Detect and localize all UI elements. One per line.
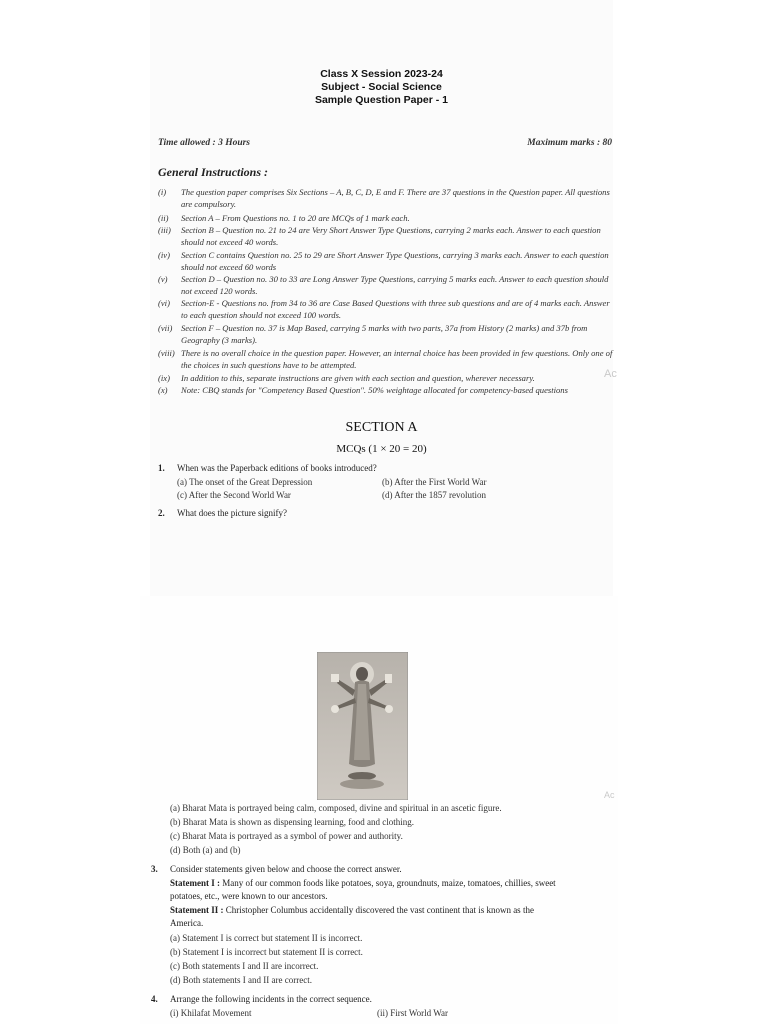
instruction-item: [158, 347, 613, 371]
instruction-number: (v): [158, 274, 168, 284]
option-a: (a) Statement I is correct but statement II is incorrect.: [170, 933, 363, 943]
instruction-text: Section F – Question no. 37 is Map Based, carrying 5 marks with two parts, 37a from History (2 marks) and 37b from Geography (3 marks).: [181, 323, 588, 345]
watermark-text: Ac: [604, 368, 617, 380]
option-c: (c) Both statements I and II are incorrect.: [170, 961, 319, 971]
option-d: (d) After the 1857 revolution: [382, 490, 486, 500]
option-a: (a) Bharat Mata is portrayed being calm, composed, divine and spiritual in an ascetic figure.: [170, 803, 502, 813]
instruction-text: The question paper comprises Six Sections – A, B, C, D, E and F. There are 37 questions in the Question paper. All questions are compulsory.: [181, 187, 610, 209]
instruction-number: (iv): [158, 250, 170, 260]
option-c: (c) After the Second World War: [177, 490, 291, 500]
option-c: (c) Bharat Mata is portrayed as a symbol of power and authority.: [170, 831, 403, 841]
watermark-text: Ac: [604, 790, 615, 800]
instruction-text: Section-E - Questions no. from 34 to 36 are Case Based Questions with three sub questions and are of 4 marks each. Answer to each question should not exceed 100 words.: [181, 298, 610, 320]
instruction-number: (i): [158, 187, 167, 197]
instruction-text: There is no overall choice in the question paper. However, an internal choice has been provided in few questions. Only one of the choices in such questions have to be attempted.: [181, 348, 613, 370]
instruction-item: [158, 224, 613, 248]
option-b: (b) After the First World War: [382, 477, 487, 487]
question-number: 3.: [151, 864, 158, 874]
statement-1-continued: potatoes, etc., were known to our ancestors.: [170, 891, 328, 901]
statement-2-label: Statement II :: [170, 905, 224, 915]
option-b: (b) Bharat Mata is shown as dispensing learning, food and clothing.: [170, 817, 414, 827]
instruction-item: [158, 372, 613, 384]
instruction-number: (iii): [158, 225, 171, 235]
maximum-marks: Maximum marks : 80: [527, 138, 612, 148]
general-instructions-title: General Instructions :: [158, 165, 269, 179]
instruction-item: [158, 249, 613, 273]
instruction-item: [158, 322, 613, 346]
option-ii: (ii) First World War: [377, 1008, 448, 1018]
option-i: (i) Khilafat Movement: [170, 1008, 252, 1018]
paper-title: Sample Question Paper - 1: [314, 94, 449, 106]
question-text: What does the picture signify?: [177, 508, 287, 518]
instruction-text: Note: CBQ stands for "Competency Based Question". 50% weightage allocated for competency-based questions: [181, 385, 568, 395]
instruction-item: [158, 297, 613, 321]
instruction-text: In addition to this, separate instructions are given with each section and question, wherever necessary.: [181, 373, 535, 383]
section-title: SECTION A: [345, 420, 418, 435]
instruction-item: [158, 186, 613, 210]
option-d: (d) Both statements I and II are correct.: [170, 975, 312, 985]
statement-1-text: Many of our common foods like potatoes, soya, groundnuts, maize, tomatoes, chillies, sweet: [220, 878, 556, 888]
instruction-text: Section B – Question no. 21 to 24 are Very Short Answer Type Questions, carrying 2 marks each. Answer to each question should not exceed 40 words.: [181, 225, 601, 247]
instruction-text: Section D – Question no. 30 to 33 are Long Answer Type Questions, carrying 5 marks each. Answer to each question should not exceed 120 words.: [181, 274, 609, 296]
statement-2-text: Christopher Columbus accidentally discovered the vast continent that is known as the: [223, 905, 534, 915]
question-number: 1.: [158, 463, 165, 473]
instruction-item: [158, 212, 613, 224]
instruction-number: (ii): [158, 213, 169, 223]
statement-1: [170, 878, 556, 888]
paper-subject: Subject - Social Science: [321, 81, 442, 93]
statement-2: [170, 905, 534, 915]
question-text: Consider statements given below and choose the correct answer.: [170, 864, 402, 874]
instruction-number: (viii): [158, 348, 175, 358]
option-d: (d) Both (a) and (b): [170, 845, 241, 855]
question-text: Arrange the following incidents in the correct sequence.: [170, 994, 372, 1004]
instruction-item: [158, 384, 613, 396]
instruction-item: [158, 273, 613, 297]
question-number: 2.: [158, 508, 165, 518]
instruction-number: (vii): [158, 323, 173, 333]
instruction-number: (x): [158, 385, 168, 395]
paper-class-title: Class X Session 2023-24: [320, 68, 443, 80]
statement-1-label: Statement I :: [170, 878, 220, 888]
option-a: (a) The onset of the Great Depression: [177, 477, 313, 487]
question-text: When was the Paperback editions of books introduced?: [177, 463, 377, 473]
statement-2-continued: America.: [170, 918, 204, 928]
bharat-mata-painting: [317, 652, 408, 800]
instruction-text: Section C contains Question no. 25 to 29 are Short Answer Type Questions, carrying 3 marks each. Answer to each question should not exceed 60 words: [181, 250, 609, 272]
instruction-text: Section A – From Questions no. 1 to 20 are MCQs of 1 mark each.: [181, 213, 410, 223]
option-b: (b) Statement I is incorrect but statement II is correct.: [170, 947, 363, 957]
question-number: 4.: [151, 994, 158, 1004]
section-subtitle: MCQs (1 × 20 = 20): [336, 443, 427, 455]
instruction-number: (ix): [158, 373, 170, 383]
time-allowed: Time allowed : 3 Hours: [158, 138, 251, 148]
instruction-number: (vi): [158, 298, 170, 308]
